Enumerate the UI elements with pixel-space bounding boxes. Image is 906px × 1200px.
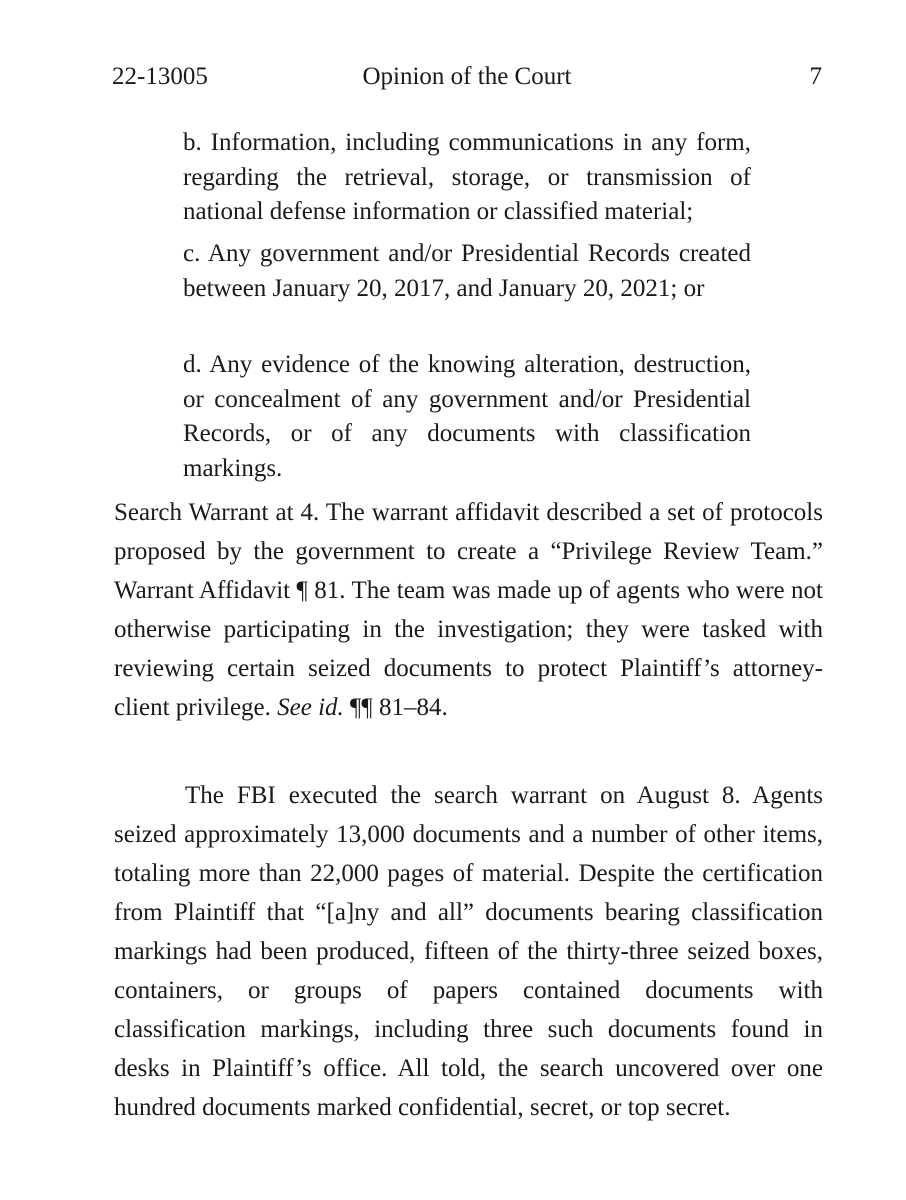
paragraph-search-warrant: [114, 493, 823, 727]
page-title: Opinion of the Court: [362, 63, 572, 90]
citation-paragraphs: ¶¶ 81–84.: [343, 694, 448, 721]
page-header: [112, 60, 822, 94]
quoted-item-b: b. Information, including communications in any form, regarding the retrieval, storage, or transmission of national defense information or classified material;: [183, 129, 751, 225]
quoted-item-d: d. Any evidence of the knowing alteration, destruction, or concealment of any government and/or Presidential Records, or of any documents with classification markings.: [183, 351, 751, 482]
quoted-item-c: c. Any government and/or Presidential Records created between January 20, 2017, and January 20, 2021; or: [183, 240, 751, 302]
page-number: 7: [809, 63, 822, 90]
case-number: 22-13005: [112, 63, 208, 90]
citation-signal: See id.: [277, 694, 344, 721]
paragraph-fbi-search: The FBI executed the search warrant on August 8. Agents seized approximately 13,000 documents and a number of other items, totaling more than 22,000 pages of material. Despite the certification from Plaintiff that “[a]ny and all” documents bearing classification markings had been produced, fifteen of the thirty-three seized boxes, containers, or groups of papers contained documents with classification markings, including three such documents found in desks in Plaintiff’s office. All told, the search uncovered over one hundred documents marked confidential, secret, or top secret.: [114, 782, 823, 1121]
paragraph-text: Search Warrant at 4. The warrant affidavit described a set of protocols proposed by the government to create a “Privilege Review Team.” Warrant Affidavit ¶ 81. The team was made up of agents who were not otherwise participating in the investigation; they were tasked with reviewing certain seized documents to protect Plaintiff’s attorney-client privilege.: [114, 499, 823, 721]
